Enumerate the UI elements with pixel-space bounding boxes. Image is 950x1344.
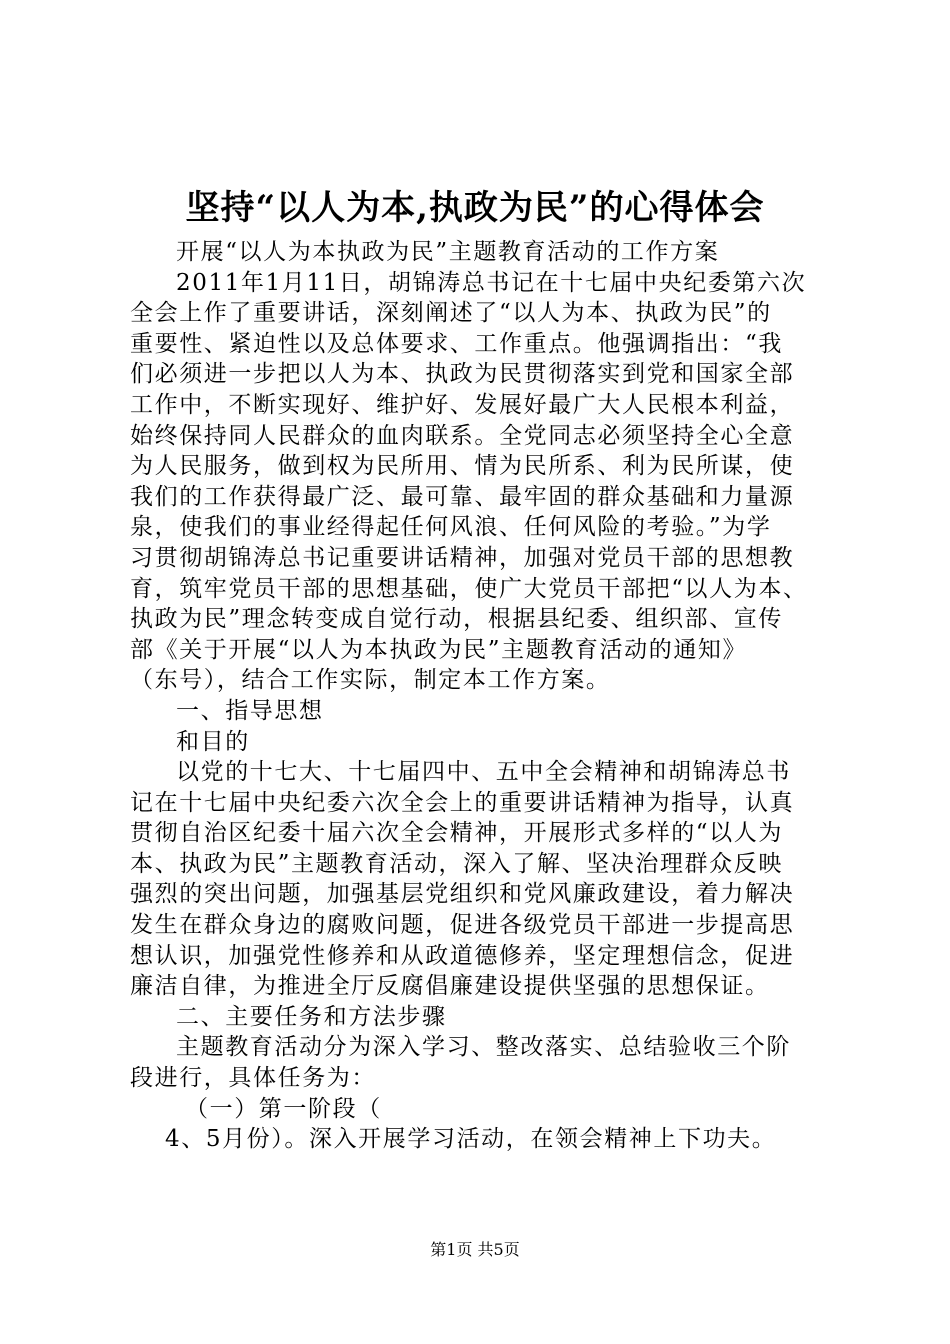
document-body [130,237,830,1155]
text-line: 为人民服务，做到权为民所用、情为民所系、利为民所谋，使 [130,453,795,480]
text-line: 开展“以人为本执政为民”主题教育活动的工作方案 [176,239,720,265]
text-line: 2011年1月11日，胡锦涛总书记在十七届中央纪委第六次 [176,269,807,296]
text-line: 重要性、紧迫性以及总体要求、工作重点。他强调指出：“我 [130,330,783,357]
page-footer: 第1页 共5页 [430,1240,520,1259]
text-line: 习贯彻胡锦涛总书记重要讲话精神，加强对党员干部的思想教 [130,544,795,571]
text-line: 育，筑牢党员干部的思想基础，使广大党员干部把“以人为本、 [130,575,808,602]
text-line: 记在十七届中央纪委六次全会上的重要讲话精神为指导，认真 [130,789,795,816]
subsection-heading: （一）第一阶段（ [185,1095,382,1122]
document-title: 坚持“以人为本,执政为民”的心得体会 [185,188,765,228]
text-line: 我们的工作获得最广泛、最可靠、最牢固的群众基础和力量源 [130,483,795,510]
text-line: 执政为民”理念转变成自觉行动，根据县纪委、组织部、宣传 [130,606,783,633]
text-line: 本、执政为民”主题教育活动，深入了解、坚决治理群众反映 [130,850,783,877]
text-line: 以党的十七大、十七届四中、五中全会精神和胡锦涛总书 [176,759,791,786]
text-line: 工作中，不断实现好、维护好、发展好最广大人民根本利益， [130,391,795,418]
text-line: 部《关于开展“以人为本执政为民”主题教育活动的通知》 [130,636,748,663]
section-heading: 一、指导思想 [176,697,324,724]
text-line: 想认识，加强党性修养和从政道德修养，坚定理想信念，促进 [130,942,795,969]
text-line: （东号），结合工作实际，制定本工作方案。 [130,667,611,694]
text-line: 泉，使我们的事业经得起任何风浪、任何风险的考验。”为学 [130,514,772,541]
text-line: 全会上作了重要讲话，深刻阐述了“以人为本、执政为民”的 [130,300,772,327]
text-line: 们必须进一步把以人为本、执政为民贯彻落实到党和国家全部 [130,361,795,388]
text-line: 发生在群众身边的腐败问题，促进各级党员干部进一步提高思 [130,912,795,939]
text-line: 廉洁自律，为推进全厅反腐倡廉建设提供坚强的思想保证。 [130,973,770,1000]
section-heading: 和目的 [176,728,250,755]
section-heading: 二、主要任务和方法步骤 [176,1003,447,1030]
text-line: 强烈的突出问题，加强基层党组织和党风廉政建设，着力解决 [130,881,795,908]
text-line: 段进行，具体任务为： [130,1065,376,1092]
text-line: 贯彻自治区纪委十届六次全会精神，开展形式多样的“以人为 [130,820,783,847]
text-line: 主题教育活动分为深入学习、整改落实、总结验收三个阶 [176,1034,791,1061]
text-line: 4、5月份）。深入开展学习活动，在领会精神上下功夫。 [165,1126,777,1153]
text-line: 始终保持同人民群众的血肉联系。全党同志必须坚持全心全意 [130,422,795,449]
